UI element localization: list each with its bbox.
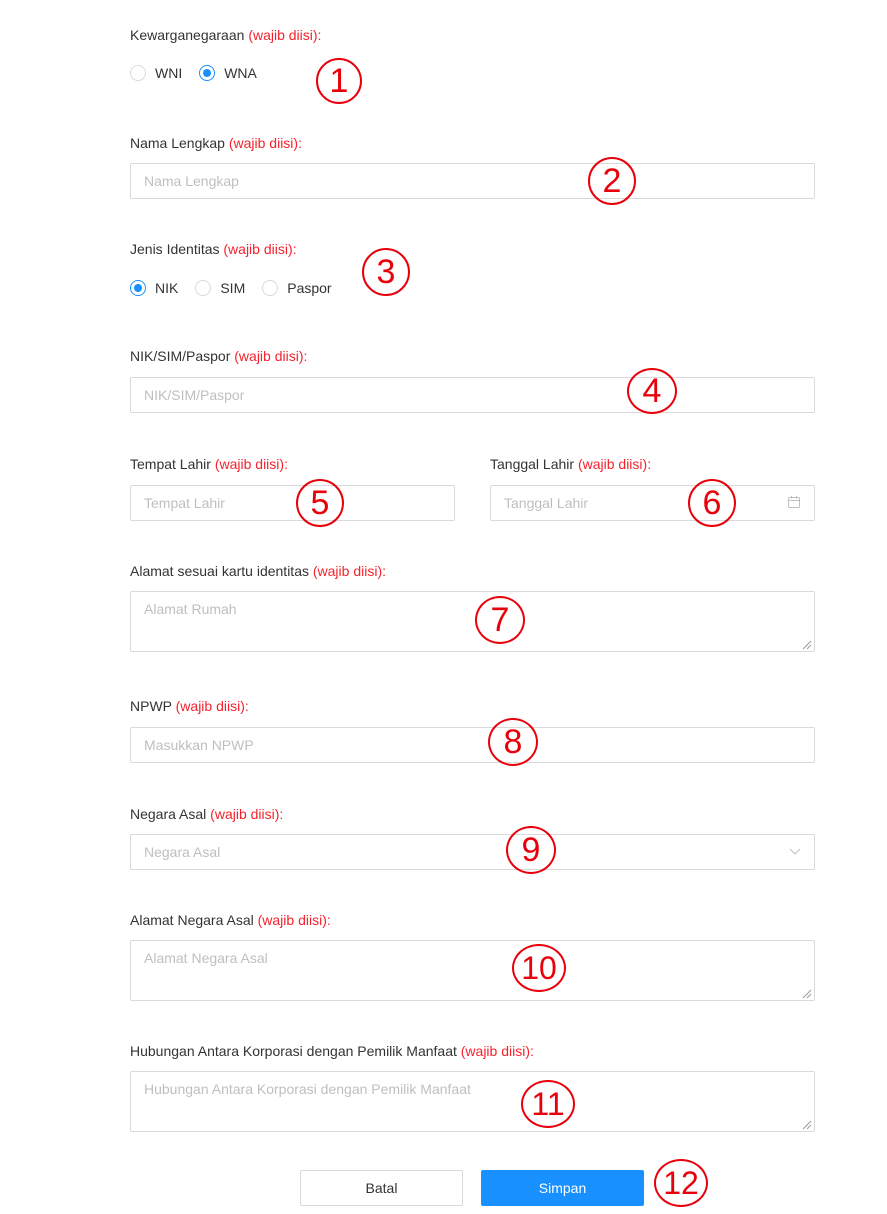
radio-paspor[interactable]	[262, 280, 331, 296]
nama-lengkap-input[interactable]	[130, 163, 815, 199]
negara-asal-label: Negara Asal (wajib diisi):	[130, 806, 284, 822]
annotation-marker-6: 6	[688, 479, 736, 527]
negara-asal-placeholder: Negara Asal	[144, 844, 221, 860]
cancel-button[interactable]: Batal	[300, 1170, 463, 1206]
annotation-marker-5: 5	[296, 479, 344, 527]
required-tag: (wajib diisi):	[228, 135, 302, 151]
nomor-identitas-label: NIK/SIM/Paspor (wajib diisi):	[130, 348, 308, 364]
radio-sim-label: SIM	[220, 280, 246, 296]
negara-asal-select[interactable]	[130, 834, 815, 870]
alamat-negara-asal-textarea[interactable]	[130, 940, 815, 1001]
required-tag: (wajib diisi):	[312, 563, 386, 579]
hubungan-textarea[interactable]	[130, 1071, 815, 1132]
required-tag: (wajib diisi):	[248, 27, 322, 43]
npwp-input[interactable]	[130, 727, 815, 763]
required-tag: (wajib diisi):	[175, 698, 249, 714]
annotation-marker-9: 9	[506, 826, 556, 874]
required-tag: (wajib diisi):	[214, 456, 288, 472]
resize-handle-icon[interactable]	[802, 1120, 812, 1130]
tanggal-lahir-label: Tanggal Lahir (wajib diisi):	[490, 456, 652, 472]
radio-wna-circle[interactable]	[199, 65, 215, 81]
radio-sim[interactable]	[195, 280, 245, 296]
tempat-lahir-input[interactable]	[130, 485, 455, 521]
alamat-identitas-textarea[interactable]	[130, 591, 815, 652]
required-tag: (wajib diisi):	[210, 806, 284, 822]
tanggal-lahir-input[interactable]	[490, 485, 815, 521]
resize-handle-icon[interactable]	[802, 989, 812, 999]
nomor-identitas-input[interactable]	[130, 377, 815, 413]
required-tag: (wajib diisi):	[223, 241, 297, 257]
save-button[interactable]: Simpan	[481, 1170, 644, 1206]
radio-nik-circle[interactable]	[130, 280, 146, 296]
radio-sim-circle[interactable]	[195, 280, 211, 296]
annotation-marker-12: 12	[654, 1159, 708, 1207]
annotation-marker-2: 2	[588, 157, 636, 205]
annotation-marker-11: 11	[521, 1080, 575, 1128]
annotation-marker-3: 3	[362, 248, 410, 296]
annotation-marker-4: 4	[627, 368, 677, 414]
kewarganegaraan-label: Kewarganegaraan (wajib diisi):	[130, 27, 322, 43]
radio-nik[interactable]	[130, 280, 178, 296]
alamat-negara-asal-label: Alamat Negara Asal (wajib diisi):	[130, 912, 331, 928]
tempat-lahir-label: Tempat Lahir (wajib diisi):	[130, 456, 288, 472]
radio-paspor-circle[interactable]	[262, 280, 278, 296]
annotation-marker-7: 7	[475, 596, 525, 644]
jenis-identitas-radio-group	[130, 280, 349, 296]
required-tag: (wajib diisi):	[257, 912, 331, 928]
jenis-identitas-label: Jenis Identitas (wajib diisi):	[130, 241, 297, 257]
kewarganegaraan-radio-group	[130, 65, 274, 81]
npwp-label: NPWP (wajib diisi):	[130, 698, 249, 714]
radio-wna[interactable]	[199, 65, 257, 81]
resize-handle-icon[interactable]	[802, 640, 812, 650]
required-tag: (wajib diisi):	[234, 348, 308, 364]
annotation-marker-10: 10	[512, 944, 566, 992]
chevron-down-icon[interactable]	[789, 848, 801, 856]
annotation-marker-8: 8	[488, 718, 538, 766]
radio-wni-label: WNI	[155, 65, 183, 81]
alamat-identitas-label: Alamat sesuai kartu identitas (wajib diisi):	[130, 563, 386, 579]
radio-wna-label: WNA	[224, 65, 257, 81]
radio-nik-label: NIK	[155, 280, 179, 296]
radio-paspor-label: Paspor	[287, 280, 332, 296]
calendar-icon[interactable]	[787, 495, 801, 509]
annotation-marker-1: 1	[316, 58, 362, 104]
radio-wni-circle[interactable]	[130, 65, 146, 81]
nama-lengkap-label: Nama Lengkap (wajib diisi):	[130, 135, 302, 151]
required-tag: (wajib diisi):	[460, 1043, 534, 1059]
radio-wni[interactable]	[130, 65, 182, 81]
required-tag: (wajib diisi):	[577, 456, 652, 472]
hubungan-label: Hubungan Antara Korporasi dengan Pemilik Manfaat (wajib diisi):	[130, 1043, 534, 1059]
